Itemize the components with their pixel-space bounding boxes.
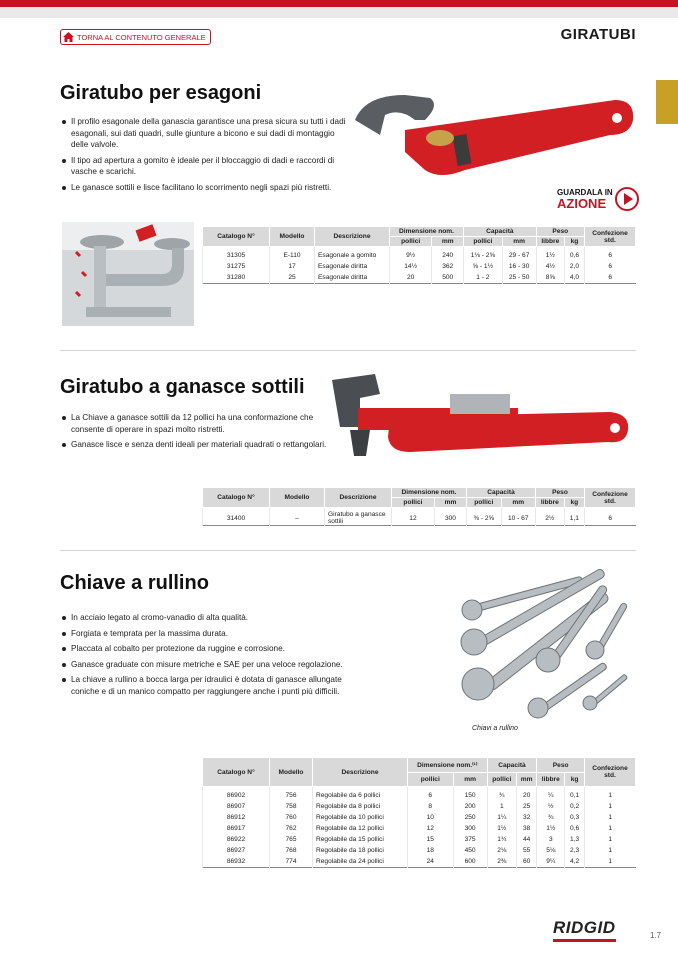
table-cell: 1⅛ - 2⅝ <box>464 247 503 262</box>
table-cell: 9½ <box>390 247 432 262</box>
col-header: Descrizione <box>325 488 392 508</box>
table-cell: Esagonale diritta <box>315 272 390 284</box>
table-cell: 600 <box>453 856 487 868</box>
table-cell: 450 <box>453 845 487 856</box>
table-cell: 2½ <box>535 508 564 526</box>
table-cell: ¾ <box>487 787 516 802</box>
col-header: Dimensione nom.⁽¹⁾ <box>408 758 488 773</box>
section-title: GIRATUBI <box>560 26 636 43</box>
table-row <box>203 261 636 272</box>
table-cell: 1 <box>585 787 636 802</box>
table-cell: 0,2 <box>565 801 585 812</box>
table-cell: 20 <box>390 272 432 284</box>
table-cell: Regolabile da 24 pollici <box>313 856 408 868</box>
table-cell: 240 <box>432 247 464 262</box>
table-cell: Regolabile da 15 pollici <box>313 834 408 845</box>
table-row <box>203 834 636 845</box>
col-header: Modello <box>270 758 313 787</box>
col-subheader: pollici <box>392 498 435 508</box>
col-header: Catalogo N° <box>203 488 270 508</box>
col-subheader: mm <box>501 498 535 508</box>
col-subheader: mm <box>502 237 536 247</box>
list-item: Ganasce lisce e senza denti ideali per materiali quadrati o rettangolari. <box>62 439 332 451</box>
adjustable-wrench-table <box>202 757 636 868</box>
col-subheader: pollici <box>487 773 516 787</box>
table-cell: 16 - 30 <box>502 261 536 272</box>
list-item: Forgiata e temprata per la massima durata. <box>62 628 362 640</box>
table-cell: 5⅛ <box>537 845 565 856</box>
table-cell: Regolabile da 18 pollici <box>313 845 408 856</box>
table-cell: 1 <box>585 801 636 812</box>
table-row <box>203 845 636 856</box>
hex-wrench-features <box>62 116 352 197</box>
col-header: Descrizione <box>313 758 408 787</box>
table-cell: 1 <box>585 812 636 823</box>
divider <box>60 350 636 351</box>
table-cell: Regolabile da 6 pollici <box>313 787 408 802</box>
table-cell: 250 <box>453 812 487 823</box>
table-cell: 55 <box>516 845 536 856</box>
table-cell: 12 <box>408 823 454 834</box>
col-subheader: kg <box>564 498 584 508</box>
table-row <box>203 787 636 802</box>
col-subheader: libbre <box>537 773 565 787</box>
table-cell: 4,2 <box>565 856 585 868</box>
col-header: Descrizione <box>315 227 390 247</box>
table-cell: 1½ <box>537 823 565 834</box>
col-header: Capacità <box>467 488 536 498</box>
col-subheader: pollici <box>467 498 501 508</box>
table-cell: 1 <box>585 845 636 856</box>
table-cell: 768 <box>270 845 313 856</box>
list-item: In acciaio legato al cromo-vanadio di alta qualità. <box>62 612 362 624</box>
ridgid-logo: RIDGID <box>553 918 616 942</box>
table-cell: 15 <box>408 834 454 845</box>
hex-wrench-table <box>202 226 636 284</box>
table-cell: 1 <box>585 856 636 868</box>
table-cell: 774 <box>270 856 313 868</box>
table-cell: 375 <box>453 834 487 845</box>
table-cell: 31275 <box>203 261 270 272</box>
col-subheader: libbre <box>536 237 564 247</box>
table-cell: 6 <box>585 508 636 526</box>
table-cell: 0,3 <box>565 812 585 823</box>
col-header: Dimensione nom. <box>392 488 467 498</box>
col-subheader: mm <box>432 237 464 247</box>
table-cell: 12 <box>392 508 435 526</box>
table-cell: 758 <box>270 801 313 812</box>
table-row <box>203 823 636 834</box>
table-cell: 1,3 <box>565 834 585 845</box>
table-cell: 0,6 <box>564 247 584 262</box>
table-cell: 38 <box>516 823 536 834</box>
plumbing-application-image <box>62 222 194 326</box>
list-item: Il profilo esagonale della ganascia garantisce una presa sicura su tutti i dadi esagonali, sui dati quadri, sulle giunture a bicono e sui dadi di montaggio delle valvole. <box>62 116 352 151</box>
col-header: Confezione std. <box>585 488 636 508</box>
col-header: Catalogo N° <box>203 227 270 247</box>
table-cell: 17 <box>270 261 315 272</box>
table-cell: Esagonale diritta <box>315 261 390 272</box>
table-cell: 31400 <box>203 508 270 526</box>
table-cell: 25 - 50 <box>502 272 536 284</box>
table-cell: 0,6 <box>565 823 585 834</box>
table-cell: 362 <box>432 261 464 272</box>
table-cell: 150 <box>453 787 487 802</box>
table-cell: 762 <box>270 823 313 834</box>
col-subheader: pollici <box>390 237 432 247</box>
col-subheader: mm <box>516 773 536 787</box>
section-title-thin-jaw-wrench: Giratubo a ganasce sottili <box>60 376 305 398</box>
table-cell: 200 <box>453 801 487 812</box>
table-cell: 6 <box>408 787 454 802</box>
table-cell: 60 <box>516 856 536 868</box>
table-cell: 500 <box>432 272 464 284</box>
table-cell: 20 <box>516 787 536 802</box>
col-subheader: mm <box>434 498 466 508</box>
col-header: Confezione std. <box>585 227 636 247</box>
thin-jaw-table <box>202 487 636 526</box>
col-header: Confezione std. <box>585 758 636 787</box>
col-header: Dimensione nom. <box>390 227 464 237</box>
table-cell: 8 <box>408 801 454 812</box>
table-cell: Regolabile da 10 pollici <box>313 812 408 823</box>
video-label-line1: GUARDALA IN <box>557 188 613 197</box>
col-header: Capacità <box>464 227 537 237</box>
col-subheader: pollici <box>408 773 454 787</box>
table-cell: 1,1 <box>564 508 584 526</box>
divider <box>60 550 636 551</box>
page-number: 1.7 <box>650 931 662 940</box>
list-item: Il tipo ad apertura a gomito è ideale per il bloccaggio di dadi e raccordi di vasche e scarichi. <box>62 155 352 178</box>
col-subheader: mm <box>453 773 487 787</box>
table-cell: 25 <box>270 272 315 284</box>
col-header: Modello <box>270 488 325 508</box>
col-subheader: pollici <box>464 237 503 247</box>
table-cell: 1½ <box>536 247 564 262</box>
section-tab-marker <box>656 80 678 124</box>
table-cell: 10 - 67 <box>501 508 535 526</box>
table-row <box>203 508 636 526</box>
video-label-line2: AZIONE <box>557 196 607 211</box>
col-subheader: libbre <box>535 498 564 508</box>
table-cell: 86932 <box>203 856 270 868</box>
section-title-adjustable-wrench: Chiave a rullino <box>60 572 209 594</box>
table-cell: Esagonale a gomito <box>315 247 390 262</box>
table-cell: 8⅝ <box>536 272 564 284</box>
col-subheader: kg <box>564 237 584 247</box>
table-cell: 25 <box>516 801 536 812</box>
table-cell: Regolabile da 12 pollici <box>313 823 408 834</box>
table-cell: ⅜ - 2⅝ <box>467 508 501 526</box>
table-cell: 2⅛ <box>487 845 516 856</box>
list-item: Placcata al cobalto per protezione da ruggine e corrosione. <box>62 643 362 655</box>
table-cell: 6 <box>585 272 636 284</box>
table-cell: 1½ <box>487 823 516 834</box>
table-cell: ½ <box>537 801 565 812</box>
table-cell: 86922 <box>203 834 270 845</box>
table-cell: 32 <box>516 812 536 823</box>
table-cell: 765 <box>270 834 313 845</box>
table-cell: Regolabile da 8 pollici <box>313 801 408 812</box>
table-cell: 4½ <box>536 261 564 272</box>
table-cell: 6 <box>585 261 636 272</box>
col-header: Catalogo N° <box>203 758 270 787</box>
back-to-contents-button[interactable] <box>60 29 211 45</box>
table-cell: 756 <box>270 787 313 802</box>
list-item: Ganasce graduate con misure metriche e SAE per una veloce regolazione. <box>62 659 362 671</box>
list-item: La chiave a rullino a bocca larga per idraulici è dotata di ganasce allungate coniche e di un manico compatto per raggiungere anche i punti più difficili. <box>62 674 362 697</box>
table-cell: 3 <box>537 834 565 845</box>
table-cell: 14½ <box>390 261 432 272</box>
col-header: Peso <box>535 488 584 498</box>
image-caption: Chiavi a rullino <box>472 725 518 732</box>
table-row <box>203 247 636 262</box>
adjustable-wrenches-image <box>450 568 640 723</box>
back-label: TORNA AL CONTENUTO GENERALE <box>77 32 206 42</box>
table-cell: 9¼ <box>537 856 565 868</box>
table-cell: 6 <box>585 247 636 262</box>
table-cell: 18 <box>408 845 454 856</box>
adjustable-wrench-features <box>62 612 362 701</box>
table-cell: – <box>270 508 325 526</box>
col-header: Peso <box>537 758 585 773</box>
table-cell: 4,0 <box>564 272 584 284</box>
table-cell: 86927 <box>203 845 270 856</box>
table-cell: 86912 <box>203 812 270 823</box>
table-cell: 86907 <box>203 801 270 812</box>
table-cell: 300 <box>434 508 466 526</box>
table-cell: 10 <box>408 812 454 823</box>
table-cell: 1 - 2 <box>464 272 503 284</box>
table-cell: 86902 <box>203 787 270 802</box>
table-cell: 760 <box>270 812 313 823</box>
home-icon <box>63 32 74 42</box>
table-cell: E-110 <box>270 247 315 262</box>
table-cell: 24 <box>408 856 454 868</box>
video-link[interactable] <box>557 187 639 211</box>
col-header: Capacità <box>487 758 537 773</box>
table-cell: 1¼ <box>487 812 516 823</box>
top-bar <box>0 0 678 18</box>
table-cell: 86917 <box>203 823 270 834</box>
table-cell: ⅝ - 1½ <box>464 261 503 272</box>
col-subheader: kg <box>565 773 585 787</box>
table-cell: ¼ <box>537 787 565 802</box>
play-icon <box>615 187 639 211</box>
table-row <box>203 272 636 284</box>
table-cell: 0,1 <box>565 787 585 802</box>
col-header: Peso <box>536 227 584 237</box>
table-row <box>203 801 636 812</box>
table-cell: 300 <box>453 823 487 834</box>
table-cell: 2,0 <box>564 261 584 272</box>
table-cell: 1 <box>487 801 516 812</box>
table-cell: 1 <box>585 834 636 845</box>
table-cell: 1 <box>585 823 636 834</box>
table-cell: 29 - 67 <box>502 247 536 262</box>
list-item: Le ganasce sottili e lisce facilitano lo scorrimento negli spazi più ristretti. <box>62 182 352 194</box>
table-cell: 31305 <box>203 247 270 262</box>
col-header: Modello <box>270 227 315 247</box>
table-cell: 2⅜ <box>487 856 516 868</box>
table-cell: 2,3 <box>565 845 585 856</box>
table-row <box>203 856 636 868</box>
table-cell: Giratubo a ganasce sottili <box>325 508 392 526</box>
table-row <box>203 812 636 823</box>
table-cell: ¾ <box>537 812 565 823</box>
table-cell: 1¾ <box>487 834 516 845</box>
section-title-hex-wrench: Giratubo per esagoni <box>60 82 262 104</box>
thin-jaw-wrench-image <box>330 372 635 462</box>
table-cell: 44 <box>516 834 536 845</box>
thin-jaw-features <box>62 412 332 455</box>
list-item: La Chiave a ganasce sottili da 12 pollici ha una conformazione che consente di operare in spazi molto ristretti. <box>62 412 332 435</box>
hex-wrench-image <box>345 90 640 190</box>
table-cell: 31280 <box>203 272 270 284</box>
